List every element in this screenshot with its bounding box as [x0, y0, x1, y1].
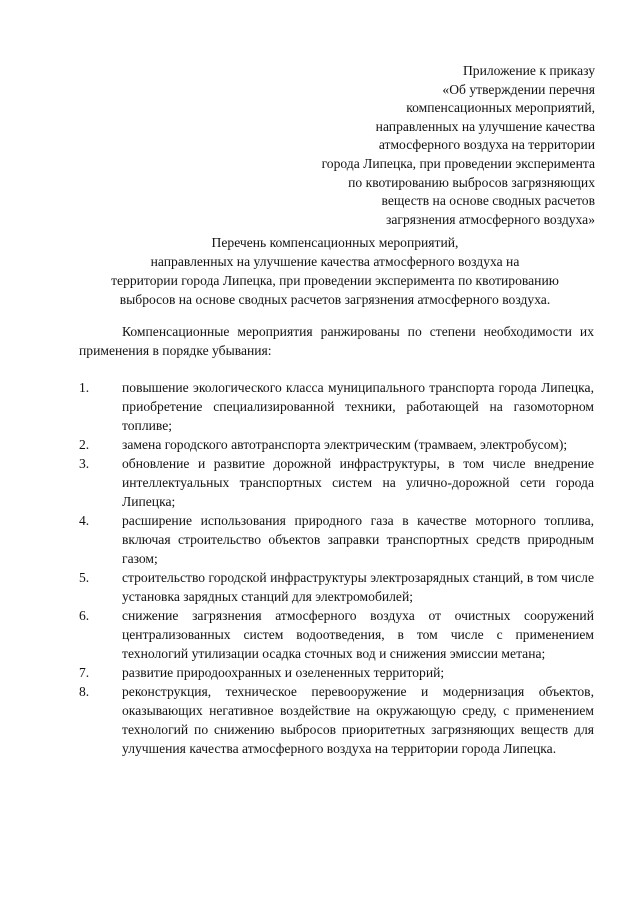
appendix-line: атмосферного воздуха на территории: [378, 137, 595, 153]
list-item: [79, 435, 594, 454]
title-line: направленных на улучшение качества атмосферного воздуха на: [150, 254, 520, 269]
list-item: [79, 454, 594, 511]
item-number: 4.: [79, 513, 90, 528]
title-line: Перечень компенсационных мероприятий,: [211, 235, 459, 250]
appendix-line: компенсационных мероприятий,: [406, 100, 595, 116]
title-line: выбросов на основе сводных расчетов загрязнения атмосферного воздуха.: [119, 292, 551, 307]
appendix-line: города Липецка, при проведении эксперимента: [321, 155, 595, 171]
item-text: реконструкция, техническое перевооружение и модернизация объектов, оказывающих негативное воздействие на окружающую среду, с применением технологий по снижению выбросов приоритетных загрязняющих веществ для улучшения качества атмосферного воздуха на территории города Липецка.: [122, 684, 594, 756]
appendix-header: [265, 62, 595, 229]
list-item: [79, 511, 594, 568]
list-item: [79, 663, 594, 682]
list-item: [79, 606, 594, 663]
appendix-line: «Об утверждении перечня: [442, 81, 595, 97]
item-text: развитие природоохранных и озелененных территорий;: [122, 665, 445, 680]
intro-paragraph: Компенсационные мероприятия ранжированы по степени необходимости их применения в порядке убывания:: [79, 324, 594, 358]
item-text: снижение загрязнения атмосферного воздуха от очистных сооружений централизованных систем водоотведения, в том числе с применением технологий утилизации осадка сточных вод и снижения эмиссии метана;: [122, 608, 594, 661]
title-line: территории города Липецка, при проведении эксперимента по квотированию: [111, 273, 559, 288]
appendix-line: загрязнения атмосферного воздуха»: [385, 211, 595, 227]
list-item: [79, 378, 594, 435]
appendix-line: по квотированию выбросов загрязняющих: [348, 174, 595, 190]
item-number: 8.: [79, 684, 90, 699]
item-number: 3.: [79, 456, 90, 471]
item-number: 5.: [79, 570, 90, 585]
item-text: замена городского автотранспорта электрическим (трамваем, электробусом);: [122, 437, 568, 452]
item-number: 7.: [79, 665, 90, 680]
appendix-line: веществ на основе сводных расчетов: [381, 193, 595, 209]
list-item: [79, 568, 594, 606]
item-number: 6.: [79, 608, 90, 623]
item-number: 2.: [79, 437, 90, 452]
item-text: обновление и развитие дорожной инфраструктуры, в том числе внедрение интеллектуальных транспортных систем на улично-дорожной сети города Липецка;: [122, 456, 594, 509]
item-number: 1.: [79, 380, 90, 395]
appendix-line: Приложение к приказу: [462, 63, 595, 78]
document-title: [70, 233, 600, 309]
item-text: расширение использования природного газа в качестве моторного топлива, включая строительство объектов заправки транспортных средств природным газом;: [122, 513, 594, 566]
item-text: строительство городской инфраструктуры электрозарядных станций, в том числе установка зарядных станций для электромобилей;: [122, 570, 594, 604]
list-item: [79, 682, 594, 758]
item-text: повышение экологического класса муниципального транспорта города Липецка, приобретение специализированной техники, работающей на газомоторном топливе;: [122, 380, 594, 433]
measures-list: [79, 378, 594, 758]
appendix-line: направленных на улучшение качества: [375, 118, 595, 134]
